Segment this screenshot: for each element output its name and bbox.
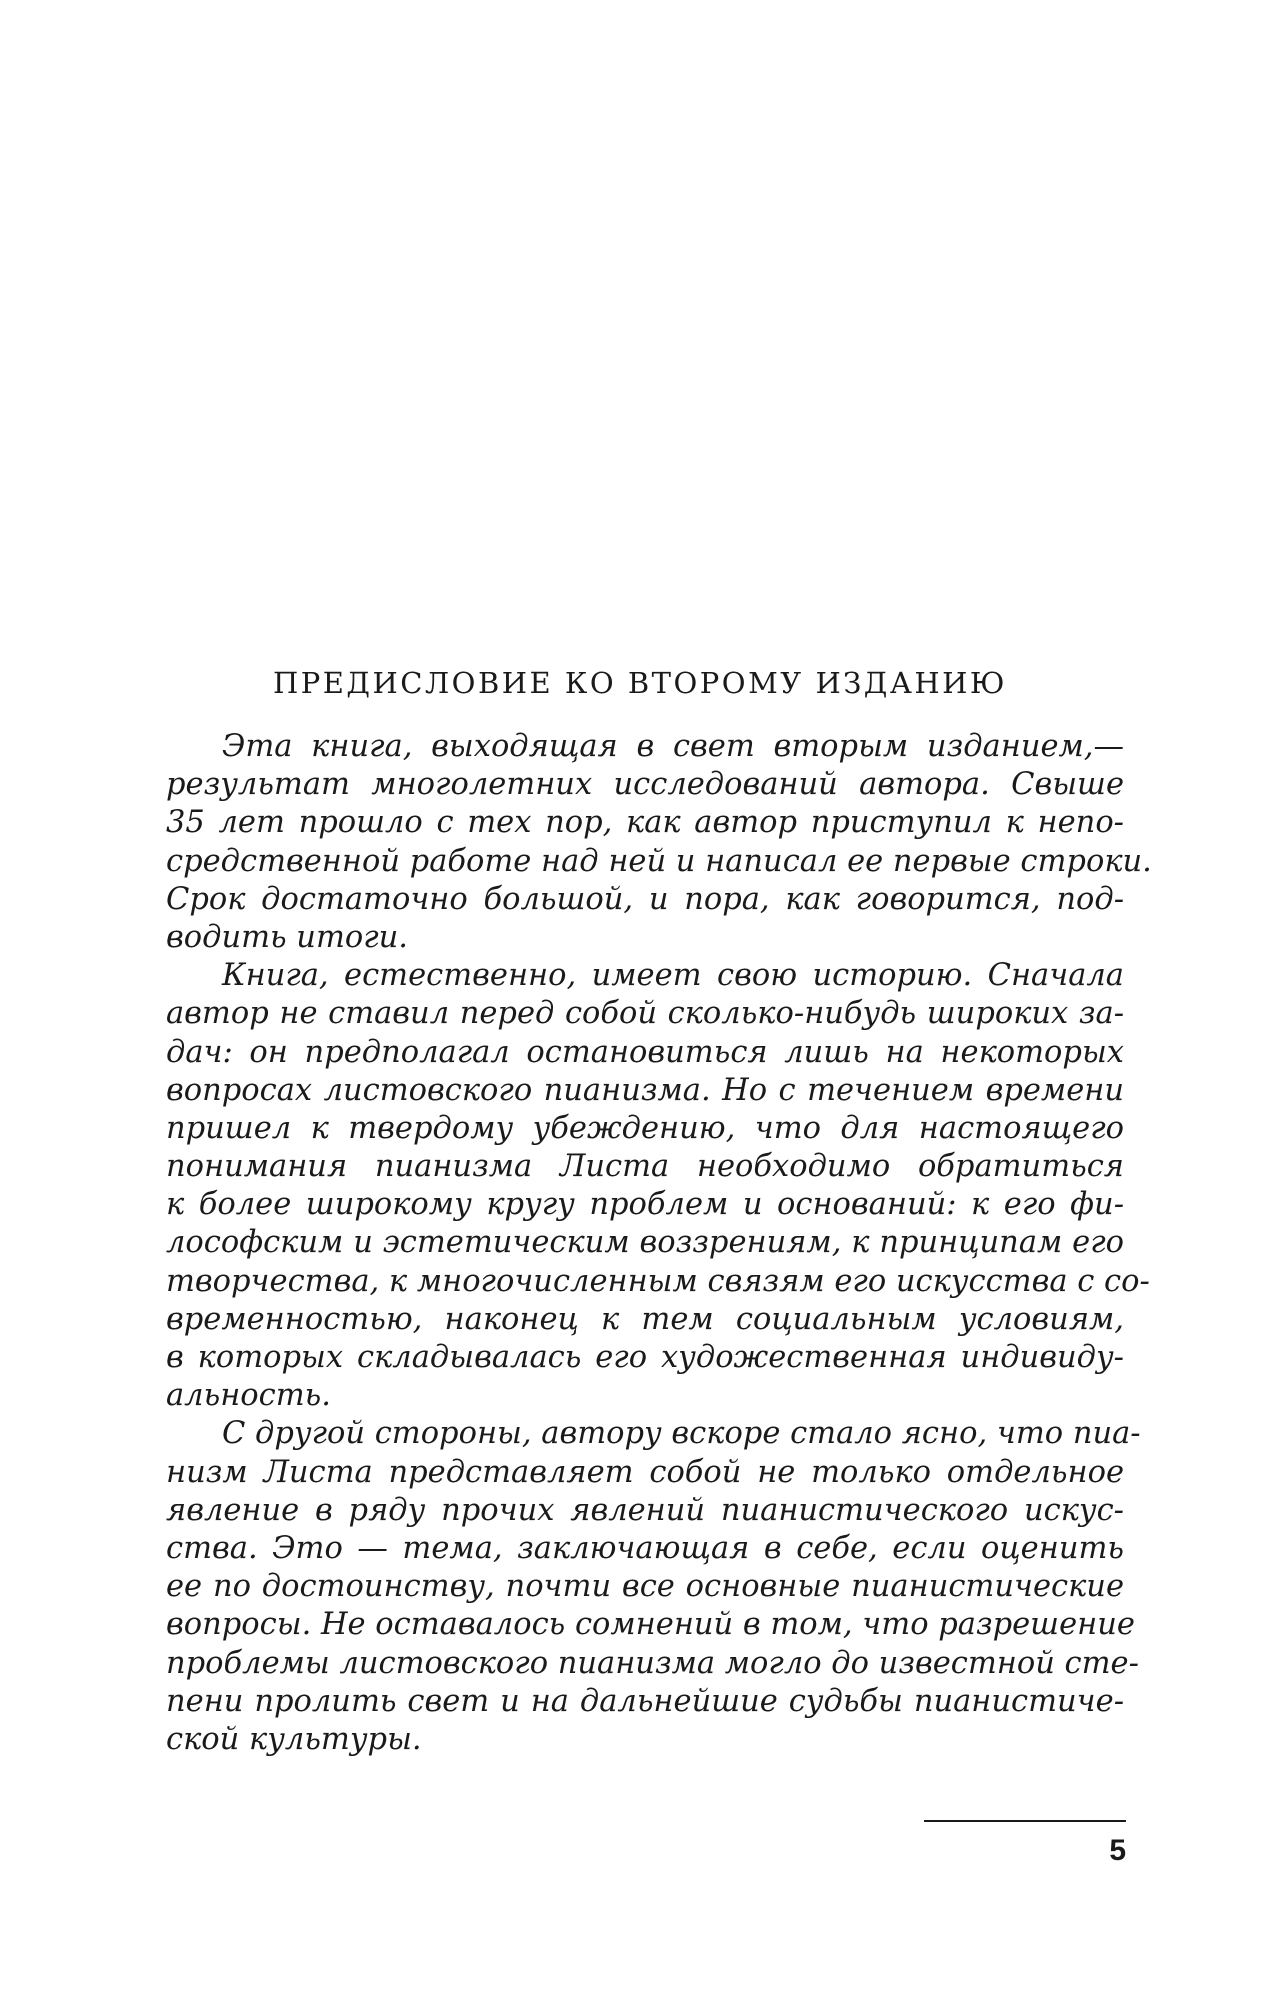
text-line: пришел к твердому убеждению, что для настоящего <box>166 1110 1124 1146</box>
text-line: в которых складывалась его художественная индивиду- <box>166 1340 1124 1375</box>
text-line: Срок достаточно большой, и пора, как говорится, под- <box>166 881 1124 917</box>
text-line: лософским и эстетическим воззрениям, к принципам его <box>166 1225 1124 1261</box>
text-line: Книга, естественно, имеет свою историю. Сначала <box>222 958 1124 994</box>
section-heading: ПРЕДИСЛОВИЕ КО ВТОРОМУ ИЗДАНИЮ <box>272 666 1008 700</box>
text-line: пени пролить свет и на дальнейшие судьбы пианистиче- <box>166 1683 1124 1719</box>
text-line: явление в ряду прочих явлений пианистического искус- <box>166 1492 1124 1528</box>
text-line: 35 лет прошло с тех пор, как автор приступил к непо- <box>166 805 1124 841</box>
text-line: вопросах листовского пианизма. Но с течением времени <box>166 1072 1124 1108</box>
text-line: водить итоги. <box>166 919 408 955</box>
text-line: вопросы. Не оставалось сомнений в том, что разрешение <box>166 1607 1135 1643</box>
text-line: к более широкому кругу проблем и оснований: к его фи- <box>166 1187 1124 1223</box>
footer-rule <box>924 1820 1126 1822</box>
text-line: временностью, наконец к тем социальным условиям, <box>166 1301 1124 1337</box>
page-number: 5 <box>1109 1834 1126 1867</box>
text-line: автор не ставил перед собой сколько-нибудь широких за- <box>166 996 1124 1032</box>
text-line: ской культуры. <box>166 1721 422 1757</box>
text-line: ее по достоинству, почти все основные пианистические <box>166 1569 1124 1605</box>
text-line: С другой стороны, автору вскоре стало ясно, что пиа- <box>222 1416 1141 1452</box>
text-line: проблемы листовского пианизма могло до известной сте- <box>166 1645 1139 1681</box>
text-line: низм Листа представляет собой не только отдельное <box>166 1454 1124 1490</box>
text-line: средственной работе над ней и написал ее первые строки. <box>166 843 1152 879</box>
text-line: ства. Это — тема, заключающая в себе, если оценить <box>166 1530 1124 1566</box>
text-line: творчества, к многочисленным связям его искусства с со- <box>166 1263 1150 1299</box>
text-line: дач: он предполагал остановиться лишь на некоторых <box>166 1034 1124 1070</box>
text-line: альность. <box>166 1378 331 1414</box>
text-line: понимания пианизма Листа необходимо обратиться <box>166 1149 1124 1185</box>
text-line: Эта книга, выходящая в свет вторым изданием,— <box>222 729 1124 764</box>
text-line: результат многолетних исследований автора. Свыше <box>166 767 1124 803</box>
preface-text <box>166 728 1152 1759</box>
